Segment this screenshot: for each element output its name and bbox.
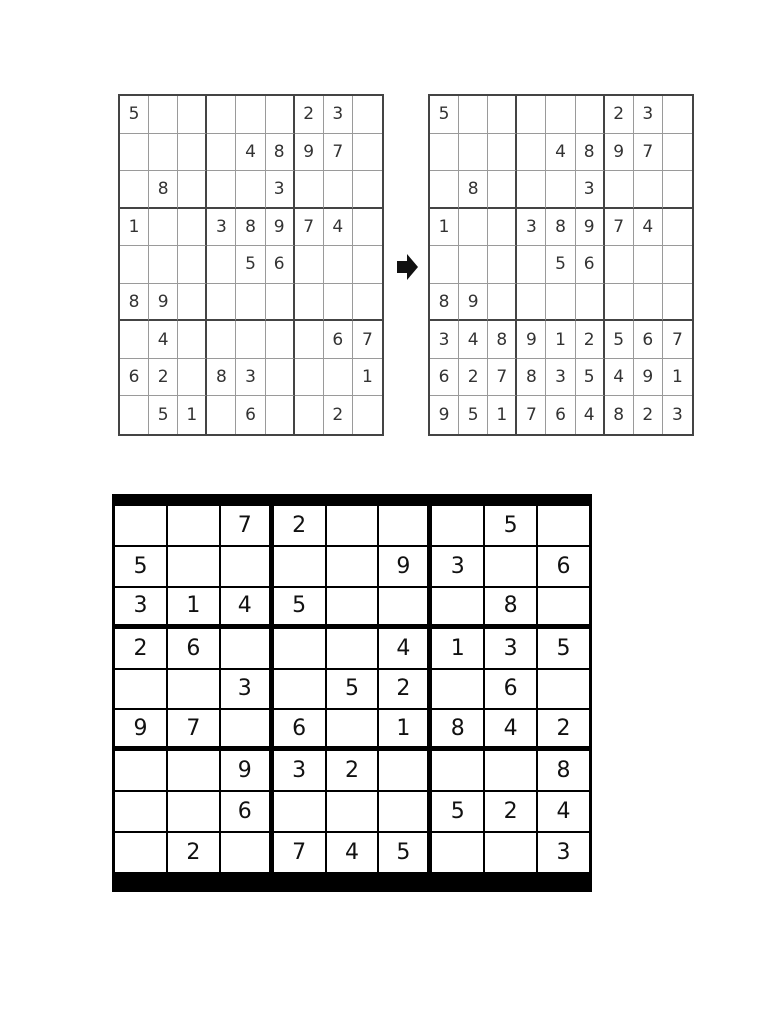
puzzle-cell-r8c8: 2 — [485, 792, 536, 831]
after-cell-r5c4 — [517, 246, 546, 284]
puzzle-cell-r9c4: 7 — [274, 833, 325, 872]
before-cell-r9c4 — [207, 396, 236, 434]
before-cell-r4c5: 8 — [236, 209, 265, 247]
puzzle-cell-r1c9 — [538, 506, 589, 545]
puzzle-cell-r7c9: 8 — [538, 751, 589, 790]
after-cell-r7c7: 5 — [605, 321, 634, 359]
before-cell-r7c7 — [295, 321, 324, 359]
after-cell-r1c9 — [663, 96, 692, 134]
puzzle-cell-r5c8: 6 — [485, 670, 536, 709]
after-cell-r5c2 — [459, 246, 488, 284]
after-cell-r9c3: 1 — [488, 396, 517, 434]
puzzle-cell-r7c7 — [432, 751, 483, 790]
before-cell-r3c2: 8 — [149, 171, 178, 209]
puzzle-cell-r2c5 — [327, 547, 378, 586]
puzzle-cell-r6c5 — [327, 710, 378, 746]
puzzle-cell-r5c1 — [115, 670, 166, 709]
before-cell-r6c1: 8 — [120, 284, 149, 322]
puzzle-cell-r6c9: 2 — [538, 710, 589, 746]
before-cell-r3c3 — [178, 171, 207, 209]
after-cell-r3c8 — [634, 171, 663, 209]
before-cell-r2c4 — [207, 134, 236, 172]
after-cell-r3c3 — [488, 171, 517, 209]
puzzle-cell-r5c4 — [274, 670, 325, 709]
before-cell-r7c5 — [236, 321, 265, 359]
before-cell-r5c1 — [120, 246, 149, 284]
after-cell-r2c9 — [663, 134, 692, 172]
after-cell-r4c3 — [488, 209, 517, 247]
before-cell-r9c7 — [295, 396, 324, 434]
puzzle-cell-r3c8: 8 — [485, 588, 536, 624]
puzzle-cell-r8c5 — [327, 792, 378, 831]
after-cell-r6c2: 9 — [459, 284, 488, 322]
after-cell-r2c6: 8 — [576, 134, 605, 172]
after-cell-r6c5 — [546, 284, 575, 322]
after-cell-r1c3 — [488, 96, 517, 134]
puzzle-cell-r2c4 — [274, 547, 325, 586]
puzzle-cell-r1c3: 7 — [221, 506, 269, 545]
before-cell-r1c6 — [266, 96, 295, 134]
puzzle-cell-r4c7: 1 — [432, 629, 483, 668]
after-cell-r7c4: 9 — [517, 321, 546, 359]
puzzle-cell-r6c2: 7 — [168, 710, 219, 746]
before-cell-r1c3 — [178, 96, 207, 134]
after-cell-r6c6 — [576, 284, 605, 322]
puzzle-cell-r1c4: 2 — [274, 506, 325, 545]
puzzle-cell-r7c4: 3 — [274, 751, 325, 790]
puzzle-cell-r3c9 — [538, 588, 589, 624]
before-cell-r3c7 — [295, 171, 324, 209]
before-cell-r8c2: 2 — [149, 359, 178, 397]
before-cell-r2c3 — [178, 134, 207, 172]
after-cell-r9c4: 7 — [517, 396, 546, 434]
puzzle-cell-r5c3: 3 — [221, 670, 269, 709]
before-cell-r5c4 — [207, 246, 236, 284]
puzzle-cell-r7c5: 2 — [327, 751, 378, 790]
before-cell-r6c5 — [236, 284, 265, 322]
puzzle-cell-r6c7: 8 — [432, 710, 483, 746]
puzzle-cell-r8c2 — [168, 792, 219, 831]
before-cell-r3c5 — [236, 171, 265, 209]
before-cell-r6c7 — [295, 284, 324, 322]
puzzle-cell-r4c5 — [327, 629, 378, 668]
after-cell-r7c1: 3 — [430, 321, 459, 359]
puzzle-cell-r1c5 — [327, 506, 378, 545]
before-cell-r9c1 — [120, 396, 149, 434]
before-cell-r3c6: 3 — [266, 171, 295, 209]
puzzle-cell-r1c1 — [115, 506, 166, 545]
after-cell-r5c5: 5 — [546, 246, 575, 284]
before-cell-r6c4 — [207, 284, 236, 322]
before-cell-r7c1 — [120, 321, 149, 359]
after-cell-r5c6: 6 — [576, 246, 605, 284]
before-cell-r1c1: 5 — [120, 96, 149, 134]
after-cell-r8c9: 1 — [663, 359, 692, 397]
after-cell-r5c8 — [634, 246, 663, 284]
after-cell-r7c6: 2 — [576, 321, 605, 359]
after-cell-r7c3: 8 — [488, 321, 517, 359]
puzzle-cell-r5c6: 2 — [379, 670, 427, 709]
before-cell-r1c7: 2 — [295, 96, 324, 134]
after-cell-r3c4 — [517, 171, 546, 209]
puzzle-cell-r9c7 — [432, 833, 483, 872]
before-cell-r1c4 — [207, 96, 236, 134]
puzzle-cell-r2c7: 3 — [432, 547, 483, 586]
after-cell-r6c9 — [663, 284, 692, 322]
puzzle-grid — [115, 506, 589, 872]
before-cell-r4c3 — [178, 209, 207, 247]
after-cell-r7c5: 1 — [546, 321, 575, 359]
before-cell-r5c9 — [353, 246, 382, 284]
after-cell-r6c8 — [634, 284, 663, 322]
after-cell-r1c5 — [546, 96, 575, 134]
before-cell-r4c1: 1 — [120, 209, 149, 247]
puzzle-board — [112, 494, 592, 892]
before-cell-r2c6: 8 — [266, 134, 295, 172]
puzzle-cell-r2c9: 6 — [538, 547, 589, 586]
puzzle-cell-r8c6 — [379, 792, 427, 831]
puzzle-cell-r7c8 — [485, 751, 536, 790]
before-cell-r1c2 — [149, 96, 178, 134]
puzzle-cell-r6c8: 4 — [485, 710, 536, 746]
before-cell-r4c7: 7 — [295, 209, 324, 247]
before-cell-r9c6 — [266, 396, 295, 434]
after-cell-r3c9 — [663, 171, 692, 209]
puzzle-cell-r5c7 — [432, 670, 483, 709]
puzzle-cell-r6c6: 1 — [379, 710, 427, 746]
puzzle-cell-r2c6: 9 — [379, 547, 427, 586]
before-cell-r7c2: 4 — [149, 321, 178, 359]
after-cell-r9c8: 2 — [634, 396, 663, 434]
before-cell-r8c6 — [266, 359, 295, 397]
example-grid-before — [118, 94, 384, 436]
after-cell-r1c1: 5 — [430, 96, 459, 134]
before-cell-r8c7 — [295, 359, 324, 397]
after-cell-r7c9: 7 — [663, 321, 692, 359]
after-cell-r6c4 — [517, 284, 546, 322]
after-cell-r9c1: 9 — [430, 396, 459, 434]
before-cell-r8c4: 8 — [207, 359, 236, 397]
after-cell-r4c2 — [459, 209, 488, 247]
after-cell-r4c7: 7 — [605, 209, 634, 247]
before-cell-r7c6 — [266, 321, 295, 359]
after-cell-r2c1 — [430, 134, 459, 172]
puzzle-cell-r2c2 — [168, 547, 219, 586]
before-cell-r9c8: 2 — [324, 396, 353, 434]
puzzle-cell-r9c1 — [115, 833, 166, 872]
puzzle-cell-r3c5 — [327, 588, 378, 624]
example-grid-after — [428, 94, 694, 436]
after-cell-r9c5: 6 — [546, 396, 575, 434]
after-cell-r2c8: 7 — [634, 134, 663, 172]
after-cell-r5c7 — [605, 246, 634, 284]
before-cell-r6c6 — [266, 284, 295, 322]
before-cell-r2c5: 4 — [236, 134, 265, 172]
before-cell-r1c5 — [236, 96, 265, 134]
puzzle-cell-r4c1: 2 — [115, 629, 166, 668]
puzzle-cell-r8c7: 5 — [432, 792, 483, 831]
puzzle-cell-r7c3: 9 — [221, 751, 269, 790]
after-cell-r8c2: 2 — [459, 359, 488, 397]
after-cell-r2c2 — [459, 134, 488, 172]
after-cell-r9c2: 5 — [459, 396, 488, 434]
after-cell-r2c7: 9 — [605, 134, 634, 172]
before-cell-r3c1 — [120, 171, 149, 209]
puzzle-cell-r8c9: 4 — [538, 792, 589, 831]
puzzle-cell-r8c3: 6 — [221, 792, 269, 831]
before-cell-r1c9 — [353, 96, 382, 134]
before-cell-r2c9 — [353, 134, 382, 172]
after-cell-r8c1: 6 — [430, 359, 459, 397]
before-cell-r5c5: 5 — [236, 246, 265, 284]
after-cell-r4c9 — [663, 209, 692, 247]
before-cell-r7c3 — [178, 321, 207, 359]
puzzle-cell-r3c6 — [379, 588, 427, 624]
before-cell-r2c2 — [149, 134, 178, 172]
before-cell-r5c3 — [178, 246, 207, 284]
after-cell-r2c5: 4 — [546, 134, 575, 172]
puzzle-cell-r4c8: 3 — [485, 629, 536, 668]
puzzle-cell-r7c1 — [115, 751, 166, 790]
puzzle-cell-r8c1 — [115, 792, 166, 831]
puzzle-cell-r1c6 — [379, 506, 427, 545]
after-cell-r6c7 — [605, 284, 634, 322]
before-cell-r4c8: 4 — [324, 209, 353, 247]
puzzle-cell-r3c2: 1 — [168, 588, 219, 624]
after-cell-r7c2: 4 — [459, 321, 488, 359]
before-cell-r5c6: 6 — [266, 246, 295, 284]
before-cell-r9c3: 1 — [178, 396, 207, 434]
after-cell-r9c7: 8 — [605, 396, 634, 434]
after-cell-r3c7 — [605, 171, 634, 209]
after-cell-r6c1: 8 — [430, 284, 459, 322]
puzzle-cell-r6c3 — [221, 710, 269, 746]
after-cell-r9c6: 4 — [576, 396, 605, 434]
puzzle-cell-r3c1: 3 — [115, 588, 166, 624]
after-cell-r4c5: 8 — [546, 209, 575, 247]
puzzle-cell-r1c8: 5 — [485, 506, 536, 545]
before-cell-r6c2: 9 — [149, 284, 178, 322]
after-cell-r4c1: 1 — [430, 209, 459, 247]
after-cell-r7c8: 6 — [634, 321, 663, 359]
puzzle-cell-r5c2 — [168, 670, 219, 709]
after-cell-r3c6: 3 — [576, 171, 605, 209]
before-cell-r9c9 — [353, 396, 382, 434]
before-cell-r7c4 — [207, 321, 236, 359]
after-cell-r9c9: 3 — [672, 405, 683, 426]
puzzle-cell-r9c9: 3 — [538, 833, 589, 872]
before-cell-r7c8: 6 — [324, 321, 353, 359]
after-cell-r8c8: 9 — [634, 359, 663, 397]
before-cell-r6c9 — [353, 284, 382, 322]
after-cell-r6c3 — [488, 284, 517, 322]
after-cell-r8c7: 4 — [605, 359, 634, 397]
puzzle-cell-r2c1: 5 — [115, 547, 166, 586]
puzzle-cell-r9c8 — [485, 833, 536, 872]
puzzle-cell-r4c9: 5 — [538, 629, 589, 668]
after-cell-r5c1 — [430, 246, 459, 284]
before-cell-r3c9 — [353, 171, 382, 209]
before-cell-r4c6: 9 — [266, 209, 295, 247]
after-cell-r5c3 — [488, 246, 517, 284]
before-cell-r6c8 — [324, 284, 353, 322]
before-cell-r5c7 — [295, 246, 324, 284]
after-cell-r4c8: 4 — [634, 209, 663, 247]
after-cell-r4c6: 9 — [576, 209, 605, 247]
puzzle-cell-r3c3: 4 — [221, 588, 269, 624]
before-cell-r2c8: 7 — [324, 134, 353, 172]
before-cell-r7c9: 7 — [353, 321, 382, 359]
before-cell-r4c2 — [149, 209, 178, 247]
puzzle-cell-r3c7 — [432, 588, 483, 624]
after-cell-r2c4 — [517, 134, 546, 172]
puzzle-cell-r6c4: 6 — [274, 710, 325, 746]
before-cell-r6c3 — [178, 284, 207, 322]
before-cell-r9c2: 5 — [149, 396, 178, 434]
after-cell-r3c5 — [546, 171, 575, 209]
before-cell-r8c8 — [324, 359, 353, 397]
before-cell-r8c3 — [178, 359, 207, 397]
before-cell-r3c8 — [324, 171, 353, 209]
after-cell-r1c8: 3 — [634, 96, 663, 134]
puzzle-cell-r1c2 — [168, 506, 219, 545]
before-cell-r2c1 — [120, 134, 149, 172]
after-cell-r1c6 — [576, 96, 605, 134]
puzzle-cell-r9c3 — [221, 833, 269, 872]
puzzle-cell-r9c5: 4 — [327, 833, 378, 872]
after-cell-r3c1 — [430, 171, 459, 209]
before-cell-r3c4 — [207, 171, 236, 209]
puzzle-cell-r4c4 — [274, 629, 325, 668]
before-cell-r5c8 — [324, 246, 353, 284]
after-cell-r4c4: 3 — [517, 209, 546, 247]
before-cell-r8c9: 1 — [353, 359, 382, 397]
puzzle-cell-r4c2: 6 — [168, 629, 219, 668]
after-cell-r2c3 — [488, 134, 517, 172]
before-cell-r8c1: 6 — [120, 359, 149, 397]
after-cell-r8c6: 5 — [576, 359, 605, 397]
puzzle-cell-r7c2 — [168, 751, 219, 790]
puzzle-cell-r4c6: 4 — [379, 629, 427, 668]
puzzle-cell-r1c7 — [432, 506, 483, 545]
puzzle-cell-r9c2: 2 — [168, 833, 219, 872]
after-cell-r1c7: 2 — [605, 96, 634, 134]
puzzle-cell-r5c5: 5 — [327, 670, 378, 709]
puzzle-cell-r2c8 — [485, 547, 536, 586]
before-cell-r8c5: 3 — [236, 359, 265, 397]
after-cell-r8c3: 7 — [488, 359, 517, 397]
right-arrow-icon — [397, 252, 419, 282]
before-cell-r9c5: 6 — [236, 396, 265, 434]
puzzle-cell-r9c6: 5 — [379, 833, 427, 872]
before-cell-r4c4: 3 — [207, 209, 236, 247]
before-cell-r5c2 — [149, 246, 178, 284]
after-cell-r8c5: 3 — [546, 359, 575, 397]
after-cell-r8c4: 8 — [517, 359, 546, 397]
puzzle-cell-r3c4: 5 — [274, 588, 325, 624]
puzzle-cell-r7c6 — [379, 751, 427, 790]
before-cell-r2c7: 9 — [295, 134, 324, 172]
after-cell-r5c9 — [663, 246, 692, 284]
after-cell-r1c2 — [459, 96, 488, 134]
after-cell-r3c2: 8 — [459, 171, 488, 209]
puzzle-cell-r8c4 — [274, 792, 325, 831]
puzzle-cell-r2c3 — [221, 547, 269, 586]
before-cell-r1c8: 3 — [324, 96, 353, 134]
after-cell-r1c4 — [517, 96, 546, 134]
puzzle-cell-r4c3 — [221, 629, 269, 668]
puzzle-cell-r6c1: 9 — [115, 710, 166, 746]
puzzle-cell-r5c9 — [538, 670, 589, 709]
before-cell-r4c9 — [353, 209, 382, 247]
